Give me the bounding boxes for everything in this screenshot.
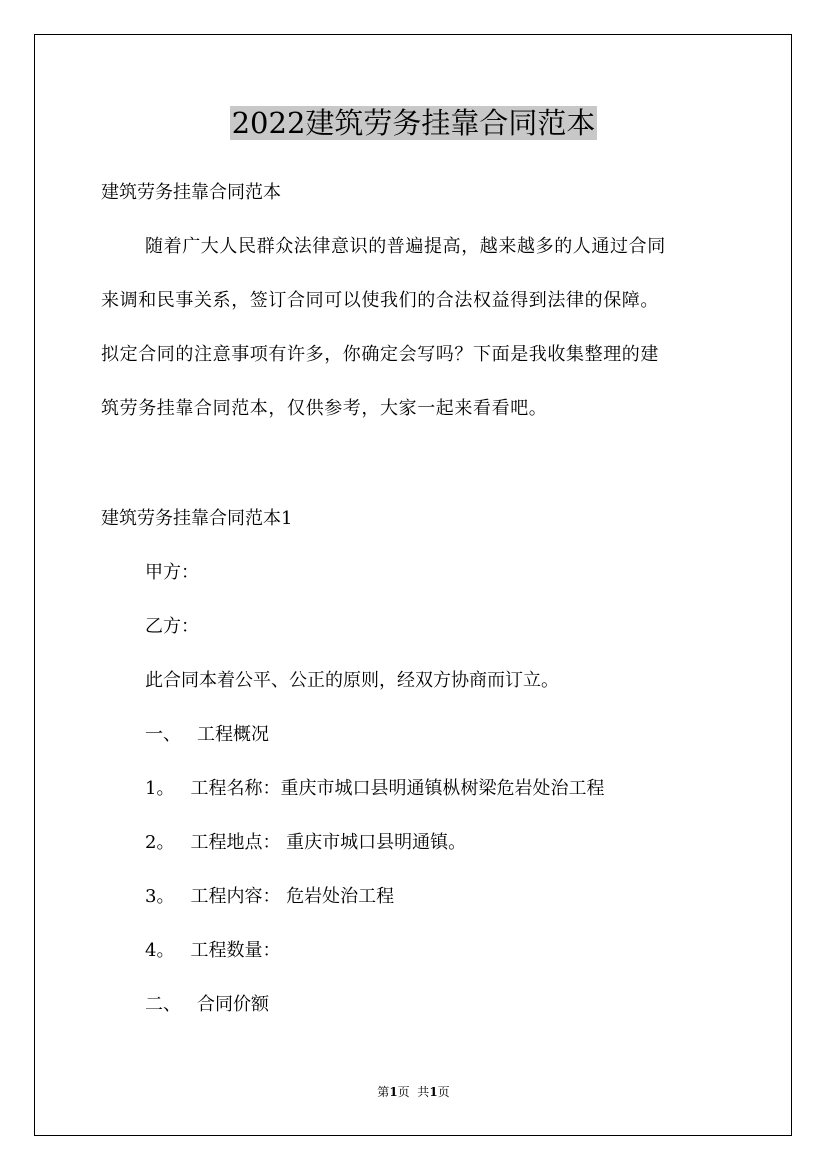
party-a: 甲方：: [145, 562, 199, 583]
item-3-label: 工程内容：: [190, 886, 281, 907]
item-4: [145, 939, 280, 963]
clause-2: [145, 993, 269, 1017]
item-4-number: 4。: [145, 940, 175, 961]
item-1-value: 重庆市城口县明通镇枞树梁危岩处治工程: [280, 778, 605, 799]
item-3-value: 危岩处治工程: [280, 886, 395, 907]
item-2-value: 重庆市城口县明通镇。: [280, 832, 467, 853]
item-3-number: 3。: [145, 886, 175, 907]
intro-line-1: 随着广大人民群众法律意识的普遍提高，越来越多的人通过合同: [145, 236, 666, 257]
clause-1: [145, 723, 269, 747]
footer-page-suffix: 页: [437, 1085, 450, 1099]
party-b: 乙方：: [145, 616, 199, 637]
clause-2-title: 合同价额: [197, 994, 269, 1015]
item-3: [145, 885, 394, 909]
intro-line-3: 拟定合同的注意事项有许多，你确定会写吗？下面是我收集整理的建: [101, 344, 659, 365]
clause-2-number: 二、: [145, 994, 181, 1015]
principle-statement: 此合同本着公平、公正的原则，经双方协商而订立。: [145, 670, 559, 691]
footer-page-current: 1: [389, 1085, 398, 1099]
item-1-label: 工程名称：: [190, 778, 281, 799]
document-title-text: 2022建筑劳务挂靠合同范本: [231, 106, 596, 140]
footer-page-total: 1: [429, 1085, 438, 1099]
item-4-label: 工程数量：: [190, 940, 281, 961]
item-2-number: 2。: [145, 832, 175, 853]
clause-1-title: 工程概况: [197, 724, 269, 745]
intro-line-4: 筑劳务挂靠合同范本，仅供参考，大家一起来看看吧。: [101, 398, 548, 419]
item-2-label: 工程地点：: [190, 832, 281, 853]
footer-page-mid: 页 共: [397, 1085, 430, 1099]
item-2: [145, 831, 466, 855]
footer-page-prefix: 第: [377, 1085, 390, 1099]
document-title: [0, 103, 827, 143]
item-1-number: 1。: [145, 778, 175, 799]
intro-line-2: 来调和民事关系，签订合同可以使我们的合法权益得到法律的保障。: [101, 290, 659, 311]
document-subtitle: 建筑劳务挂靠合同范本: [101, 182, 281, 203]
page-footer: [0, 1084, 827, 1100]
clause-1-number: 一、: [145, 724, 181, 745]
section1-heading: 建筑劳务挂靠合同范本1: [101, 508, 293, 529]
item-1: [145, 777, 604, 801]
